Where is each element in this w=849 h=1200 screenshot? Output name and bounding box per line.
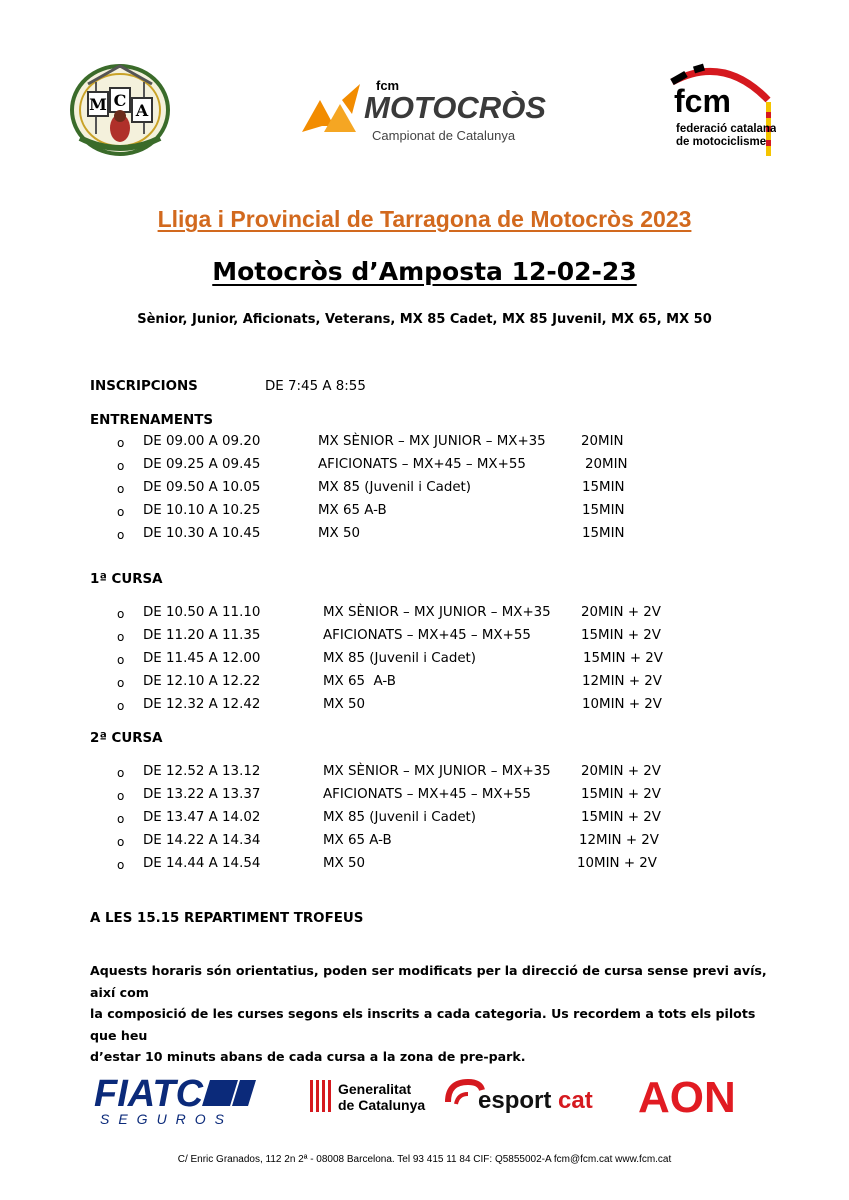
bullet: o xyxy=(117,436,125,450)
cursa1-category: MX 85 (Juvenil i Cadet) xyxy=(323,651,477,666)
cursa1-duration: 12MIN + 2V xyxy=(582,674,662,689)
bullet: o xyxy=(117,676,125,690)
bullet: o xyxy=(117,459,125,473)
cursa1-time: DE 11.20 A 11.35 xyxy=(143,628,261,643)
moto-club-amposta-logo xyxy=(66,58,174,158)
cursa1-time: DE 12.10 A 12.22 xyxy=(143,674,261,689)
svg-text:C: C xyxy=(113,91,127,110)
bullet: o xyxy=(117,699,125,713)
cursa2-duration: 15MIN + 2V xyxy=(581,810,661,825)
cursa2-time: DE 14.22 A 14.34 xyxy=(143,833,261,848)
entrenaments-time: DE 10.10 A 10.25 xyxy=(143,503,261,518)
cursa2-category: MX SÈNIOR – MX JUNIOR – MX+35 xyxy=(323,764,551,779)
entrenaments-label: ENTRENAMENTS xyxy=(90,413,213,428)
entrenaments-time: DE 10.30 A 10.45 xyxy=(143,526,261,541)
entrenaments-category: MX 50 xyxy=(318,526,361,541)
fiatc-sub: SEGUROS xyxy=(100,1111,234,1127)
entrenaments-duration: 15MIN xyxy=(582,503,625,518)
note-line: d’estar 10 minuts abans de cada cursa a la zona de pre-park. xyxy=(90,1049,526,1064)
generalitat-text: Generalitat xyxy=(338,1081,412,1097)
fcm-short: fcm xyxy=(674,83,731,119)
cursa1-category: MX SÈNIOR – MX JUNIOR – MX+35 xyxy=(323,605,551,620)
entrenaments-time: DE 09.00 A 09.20 xyxy=(143,434,261,449)
entrenaments-category: AFICIONATS – MX+45 – MX+55 xyxy=(318,457,526,472)
cursa2-time: DE 13.22 A 13.37 xyxy=(143,787,261,802)
aon-logo xyxy=(636,1070,742,1118)
bullet: o xyxy=(117,653,125,667)
inscripcions-time: DE 7:45 A 8:55 xyxy=(265,379,366,394)
entrenaments-category: MX 85 (Juvenil i Cadet) xyxy=(318,480,472,495)
cursa1-category: AFICIONATS – MX+45 – MX+55 xyxy=(323,628,531,643)
note-line: la composició de les curses segons els inscrits a cada categoria. Us recordem a tots els pilots que heu xyxy=(90,1006,756,1043)
cursa2-label: 2ª CURSA xyxy=(90,731,163,746)
league-title: Lliga i Provincial de Tarragona de Motocròs 2023 xyxy=(157,206,692,232)
cursa1-category: MX 50 xyxy=(323,697,366,712)
fcm-line1: federació catalana xyxy=(676,123,776,135)
note-line: Aquests horaris són orientatius, poden ser modificats per la direcció de cursa sense previ avís, així com xyxy=(90,963,767,1000)
cursa2-time: DE 14.44 A 14.54 xyxy=(143,856,261,871)
bullet: o xyxy=(117,482,125,496)
esport-text: esport xyxy=(478,1087,552,1114)
cursa2-category: MX 85 (Juvenil i Cadet) xyxy=(323,810,477,825)
fcm-motocros-logo xyxy=(300,74,550,148)
entrenaments-time: DE 09.50 A 10.05 xyxy=(143,480,261,495)
entrenaments-duration: 20MIN xyxy=(585,457,628,472)
cursa2-duration: 20MIN + 2V xyxy=(581,764,661,779)
bullet: o xyxy=(117,607,125,621)
moto-brand-small: fcm xyxy=(376,78,400,93)
cursa2-duration: 12MIN + 2V xyxy=(579,833,659,848)
bullet: o xyxy=(117,812,125,826)
bullet: o xyxy=(117,789,125,803)
cursa1-label: 1ª CURSA xyxy=(90,572,163,587)
entrenaments-duration: 15MIN xyxy=(582,480,625,495)
entrenaments-time: DE 09.25 A 09.45 xyxy=(143,457,261,472)
fiatc-text: FIATC xyxy=(94,1073,204,1115)
moto-brand: MOTOCRÒS xyxy=(364,90,546,125)
cursa2-category: MX 50 xyxy=(323,856,366,871)
categories-line: Sènior, Junior, Aficionats, Veterans, MX 85 Cadet, MX 85 Juvenil, MX 65, MX 50 xyxy=(137,312,712,327)
entrenaments-category: MX SÈNIOR – MX JUNIOR – MX+35 xyxy=(318,434,546,449)
bullet: o xyxy=(117,630,125,644)
generalitat-text: de Catalunya xyxy=(338,1097,426,1113)
cursa2-category: MX 65 A-B xyxy=(323,833,392,848)
moto-subtitle: Campionat de Catalunya xyxy=(372,128,516,143)
cursa1-duration: 10MIN + 2V xyxy=(582,697,662,712)
inscripcions-label: INSCRIPCIONS xyxy=(90,379,198,394)
entrenaments-duration: 20MIN xyxy=(581,434,624,449)
cursa2-time: DE 12.52 A 13.12 xyxy=(143,764,261,779)
cursa2-duration: 15MIN + 2V xyxy=(581,787,661,802)
entrenaments-category: MX 65 A-B xyxy=(318,503,387,518)
schedule-note xyxy=(90,960,780,1068)
bullet: o xyxy=(117,858,125,872)
bullet: o xyxy=(117,766,125,780)
cursa2-duration: 10MIN + 2V xyxy=(577,856,657,871)
esport-cat-text: cat xyxy=(558,1087,593,1114)
cursa1-category: MX 65 A-B xyxy=(323,674,396,689)
fiatc-seguros-logo xyxy=(92,1072,262,1128)
fcm-line2: de motociclisme xyxy=(676,136,767,148)
esportcat-logo xyxy=(444,1076,600,1116)
aon-text: AON xyxy=(638,1073,736,1118)
svg-text:M: M xyxy=(89,95,107,114)
cursa1-time: DE 12.32 A 12.42 xyxy=(143,697,261,712)
entrenaments-duration: 15MIN xyxy=(582,526,625,541)
svg-text:A: A xyxy=(135,101,149,120)
fcm-federation-logo xyxy=(664,60,776,160)
cursa1-time: DE 10.50 A 11.10 xyxy=(143,605,261,620)
cursa1-duration: 20MIN + 2V xyxy=(581,605,661,620)
bullet: o xyxy=(117,835,125,849)
cursa1-duration: 15MIN + 2V xyxy=(583,651,663,666)
bullet: o xyxy=(117,505,125,519)
cursa2-time: DE 13.47 A 14.02 xyxy=(143,810,261,825)
footer-address: C/ Enric Granados, 112 2n 2ª - 08008 Barcelona. Tel 93 415 11 84 CIF: Q5855002-A fcm@fcm.cat www.fcm.cat xyxy=(177,1154,672,1165)
cursa1-time: DE 11.45 A 12.00 xyxy=(143,651,261,666)
bullet: o xyxy=(117,528,125,542)
cursa1-duration: 15MIN + 2V xyxy=(581,628,661,643)
event-title: Motocròs d’Amposta 12-02-23 xyxy=(212,257,637,286)
trophies-line: A LES 15.15 REPARTIMENT TROFEUS xyxy=(90,911,364,926)
cursa2-category: AFICIONATS – MX+45 – MX+55 xyxy=(323,787,531,802)
generalitat-logo xyxy=(308,1076,433,1116)
